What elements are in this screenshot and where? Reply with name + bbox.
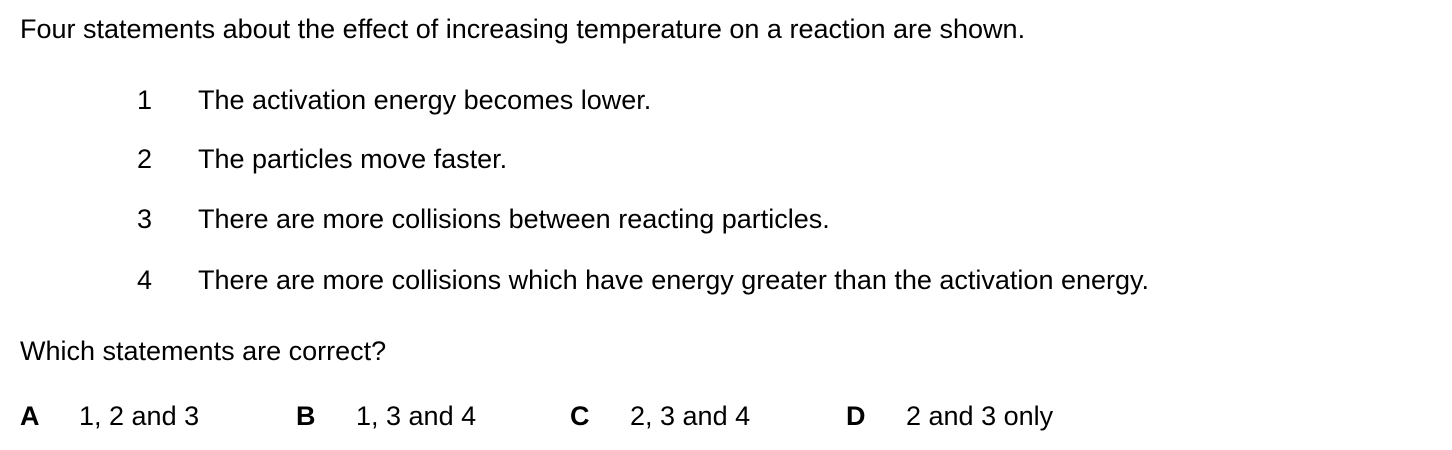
option-text: 2 and 3 only: [906, 401, 1054, 431]
question-prompt: Which statements are correct?: [20, 336, 387, 366]
option-a[interactable]: [20, 403, 260, 437]
option-letter: B: [296, 401, 316, 431]
answer-options: [0, 403, 1452, 443]
option-c[interactable]: [570, 403, 810, 437]
option-letter: A: [20, 401, 40, 431]
statement-text: There are more collisions which have energy greater than the activation energy.: [198, 265, 1150, 295]
option-letter: C: [570, 401, 590, 431]
statement-number: 4: [137, 265, 153, 295]
statement-text: There are more collisions between reacting particles.: [198, 204, 830, 234]
option-d[interactable]: [846, 403, 1086, 437]
statement-number: 2: [137, 144, 153, 174]
statement-number: 3: [137, 204, 153, 234]
option-letter: D: [846, 401, 866, 431]
option-text: 2, 3 and 4: [630, 401, 751, 431]
statement-text: The activation energy becomes lower.: [198, 85, 652, 115]
option-b[interactable]: [296, 403, 536, 437]
statement-number: 1: [137, 85, 153, 115]
statement-text: The particles move faster.: [198, 144, 508, 174]
question-stem: Four statements about the effect of increasing temperature on a reaction are shown.: [20, 14, 1026, 44]
option-text: 1, 2 and 3: [79, 401, 200, 431]
option-text: 1, 3 and 4: [356, 401, 477, 431]
